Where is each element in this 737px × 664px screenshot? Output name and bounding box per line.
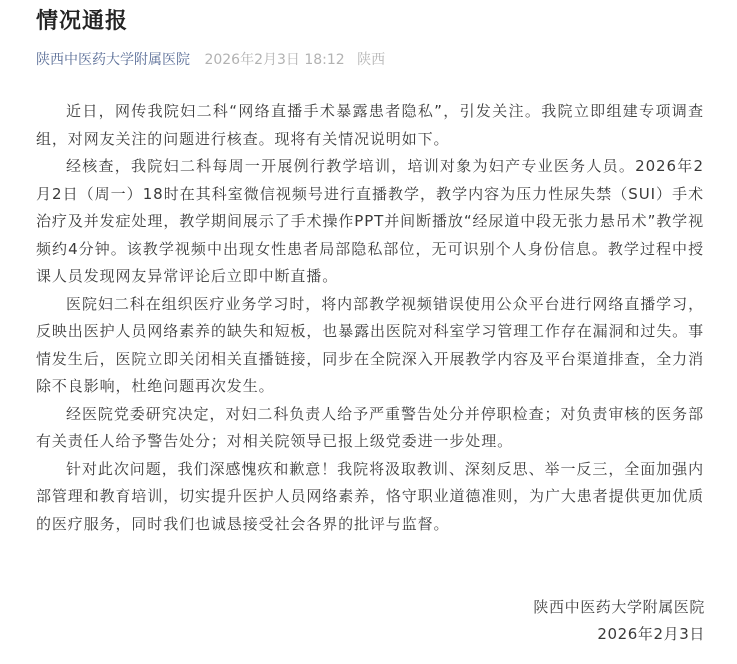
account-name-link[interactable]: 陕西中医药大学附属医院	[36, 52, 190, 68]
article-title: 情况通报	[36, 9, 129, 34]
publish-location: 陕西	[357, 52, 386, 68]
paragraph-findings: 经核查，我院妇二科每周一开展例行教学培训，培训对象为妇产专业医务人员。2026年2月2日（周一）18时在其科室微信视频号进行直播教学，教学内容为压力性尿失禁（SUI）手术治疗及并发症处理，教学期间展示了手术操作PPT并间断播放“经尿道中段无张力悬吊术”教学视频约4分钟。该教学视频中出现女性患者局部隐私部位，无可识别个人身份信息。教学过程中授课人员发现网友异常评论后立即中断直播。	[36, 157, 704, 285]
article-body	[36, 98, 704, 538]
publish-time: 2026年2月3日 18:12	[204, 52, 345, 68]
article-meta	[36, 50, 385, 70]
paragraph-intro: 近日，网传我院妇二科“网络直播手术暴露患者隐私”，引发关注。我院立即组建专项调查组，对网友关注的问题进行核查。现将有关情况说明如下。	[36, 102, 704, 148]
paragraph-reflection: 医院妇二科在组织医疗业务学习时，将内部教学视频错误使用公众平台进行网络直播学习，反映出医护人员网络素养的缺失和短板，也暴露出医院对科室学习管理工作存在漏洞和过失。事情发生后，医院立即关闭相关直播链接，同步在全院深入开展教学内容及平台渠道排查，全力消除不良影响，杜绝问题再次发生。	[36, 294, 704, 395]
paragraph-discipline: 经医院党委研究决定，对妇二科负责人给予严重警告处分并停职检查；对负责审核的医务部有关责任人给予警告处分；对相关院领导已报上级党委进一步处理。	[36, 404, 704, 450]
signature-block	[533, 594, 705, 648]
paragraph-apology: 针对此次问题，我们深感愧疚和歉意！我院将汲取教训、深刻反思、举一反三，全面加强内部管理和教育培训，切实提升医护人员网络素养，恪守职业道德准则，为广大患者提供更加优质的医疗服务，同时我们也诚恳接受社会各界的批评与监督。	[36, 459, 704, 533]
signature-organization: 陕西中医药大学附属医院	[533, 598, 705, 616]
signature-date: 2026年2月3日	[597, 625, 705, 643]
